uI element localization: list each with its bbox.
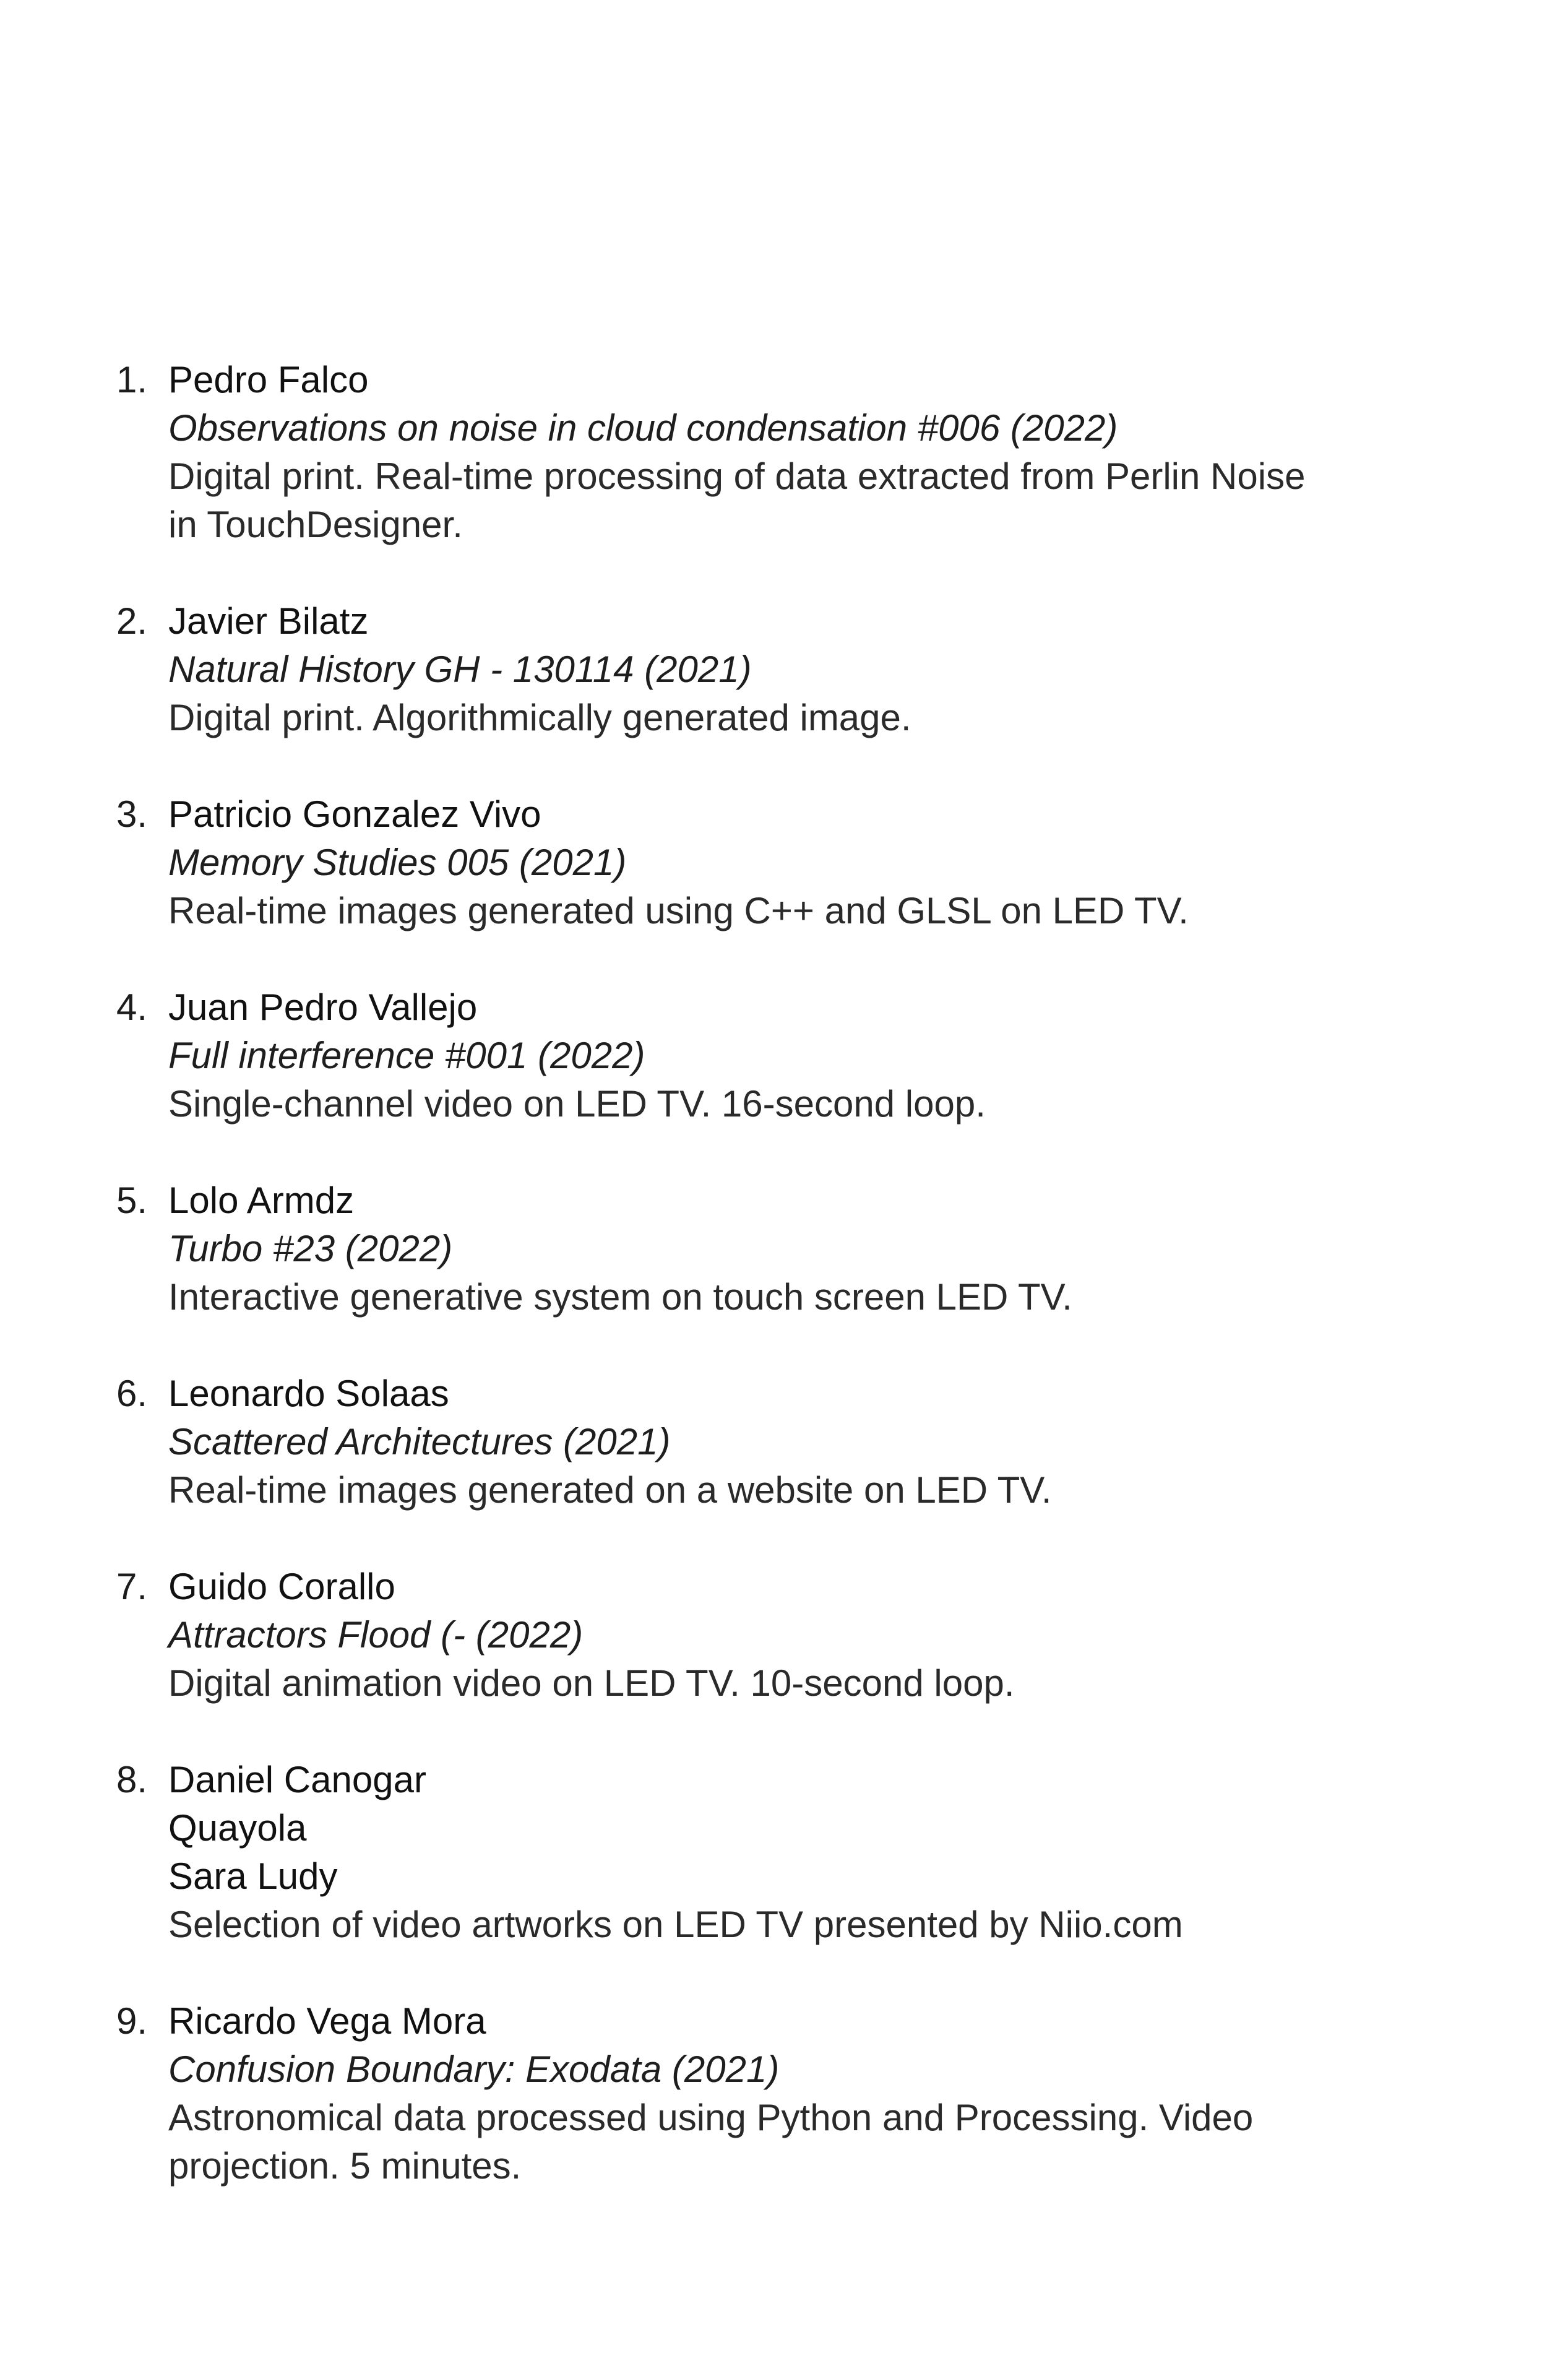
list-item (116, 983, 1478, 1128)
artwork-description: Real-time images generated using C++ and GLSL on LED TV. (168, 890, 1189, 931)
artist-name: Ricardo Vega Mora (168, 2000, 486, 2042)
artwork-title: Memory Studies 005 (2021) (168, 842, 627, 883)
list-item (116, 790, 1478, 935)
list-item (116, 1997, 1478, 2190)
artwork-description: Selection of video artworks on LED TV presented by Niio.com (168, 1904, 1183, 1945)
artwork-title: Attractors Flood (- (2022) (168, 1614, 584, 1656)
artwork-description: in TouchDesigner. (168, 504, 463, 545)
artwork-list (116, 356, 1478, 2239)
artwork-description: Digital print. Algorithmically generated image. (168, 697, 911, 738)
artwork-description: Digital animation video on LED TV. 10-second loop. (168, 1662, 1015, 1704)
artist-name: Guido Corallo (168, 1566, 395, 1607)
artist-name: Leonardo Solaas (168, 1373, 449, 1414)
artwork-description: Interactive generative system on touch screen LED TV. (168, 1276, 1072, 1318)
artwork-title: Natural History GH - 130114 (2021) (168, 649, 752, 690)
artwork-title: Observations on noise in cloud condensation #006 (2022) (168, 407, 1118, 449)
artist-name: Javier Bilatz (168, 600, 369, 642)
item-number: 1. (116, 359, 148, 400)
artwork-title: Turbo #23 (2022) (168, 1228, 453, 1269)
artist-name: Juan Pedro Vallejo (168, 987, 478, 1028)
item-number: 2. (116, 600, 148, 642)
artwork-title: Scattered Architectures (2021) (168, 1421, 671, 1462)
artwork-title: Confusion Boundary: Exodata (2021) (168, 2049, 780, 2090)
artwork-description: projection. 5 minutes. (168, 2145, 522, 2187)
item-number: 6. (116, 1373, 148, 1414)
artist-name: Pedro Falco (168, 359, 369, 400)
artwork-description: Single-channel video on LED TV. 16-second loop. (168, 1083, 986, 1125)
artist-name: Lolo Armdz (168, 1180, 355, 1221)
artwork-description: Real-time images generated on a website on LED TV. (168, 1469, 1052, 1511)
artist-name: Sara Ludy (168, 1855, 338, 1897)
artwork-description: Astronomical data processed using Python and Processing. Video (168, 2097, 1254, 2138)
list-item (116, 597, 1478, 742)
list-item (116, 1177, 1478, 1321)
artist-name: Quayola (168, 1807, 307, 1849)
artwork-title: Full interference #001 (2022) (168, 1035, 645, 1076)
artist-name: Patricio Gonzalez Vivo (168, 793, 541, 835)
list-item (116, 356, 1478, 549)
item-number: 5. (116, 1180, 148, 1221)
list-item (116, 1756, 1478, 1949)
artwork-description: Digital print. Real-time processing of data extracted from Perlin Noise (168, 456, 1306, 497)
list-item (116, 1370, 1478, 1514)
item-number: 9. (116, 2000, 148, 2042)
list-item (116, 1563, 1478, 1708)
item-number: 3. (116, 793, 148, 835)
artist-name: Daniel Canogar (168, 1759, 426, 1800)
item-number: 7. (116, 1566, 148, 1607)
item-number: 4. (116, 987, 148, 1028)
item-number: 8. (116, 1759, 148, 1800)
